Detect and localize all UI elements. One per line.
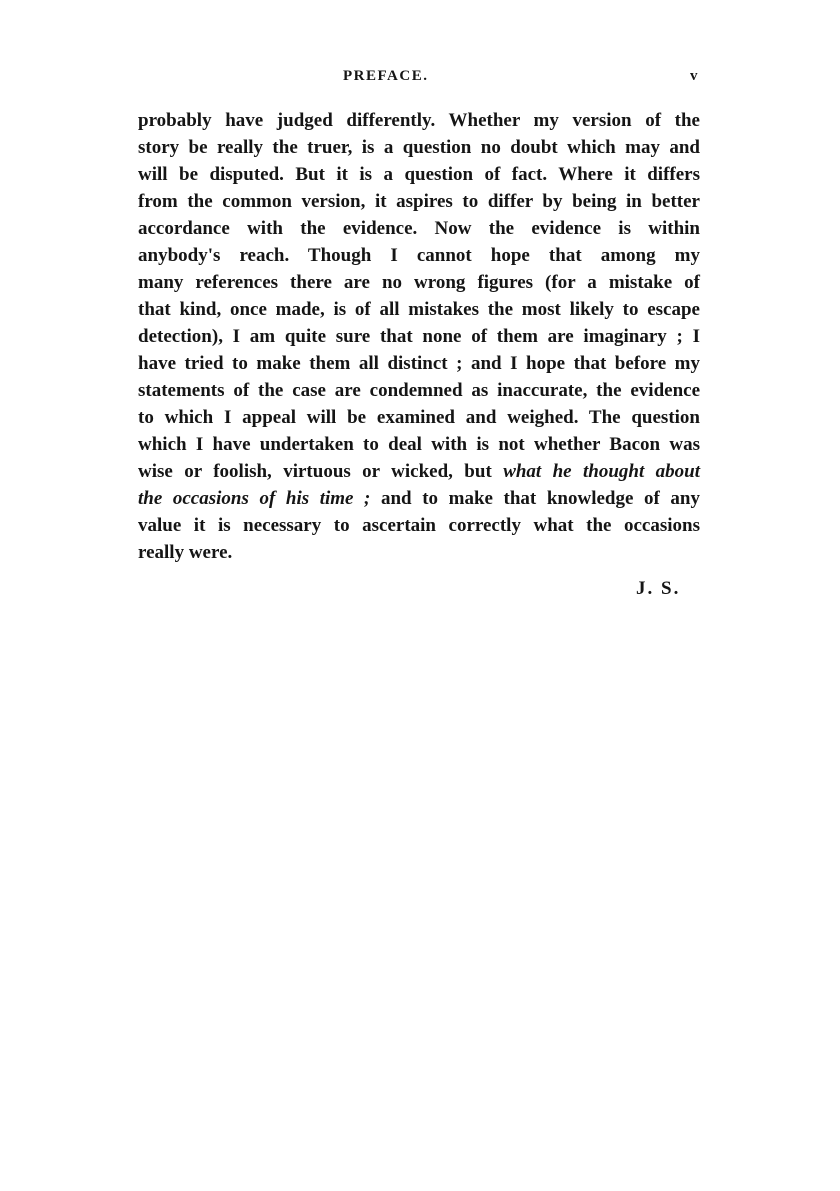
- text-line: story be really the truer, is a question no doubt which may and: [138, 137, 700, 158]
- text-line: to which I appeal will be examined and weighed. The question: [138, 407, 700, 428]
- text-line: detection), I am quite sure that none of them are imaginary ; I: [138, 326, 700, 347]
- text-line: statements of the case are condemned as inaccurate, the evidence: [138, 380, 700, 401]
- text-line: will be disputed. But it is a question of fact. Where it differs: [138, 164, 700, 185]
- text-line: accordance with the evidence. Now the evidence is within: [138, 218, 700, 239]
- text-line: value it is necessary to ascertain correctly what the occasions: [138, 515, 700, 536]
- preface-body: [138, 107, 700, 566]
- text-line: that kind, once made, is of all mistakes the most likely to escape: [138, 299, 700, 320]
- page-title: PREFACE.: [343, 68, 429, 84]
- text-line-last: really were.: [138, 542, 233, 563]
- running-header: [0, 68, 840, 92]
- text-line: anybody's reach. Though I cannot hope that among my: [138, 245, 700, 266]
- page-number: v: [690, 68, 698, 84]
- italic-phrase: what he thought about: [503, 461, 701, 482]
- text-line: have tried to make them all distinct ; and I hope that before my: [138, 353, 700, 374]
- text-line-with-italic: [138, 485, 700, 512]
- text-line-with-italic: [138, 458, 700, 485]
- italic-phrase: the occasions of his time ;: [138, 488, 371, 509]
- line-text: and to make that knowledge of any: [380, 488, 700, 509]
- text-line: from the common version, it aspires to differ by being in better: [138, 191, 700, 212]
- author-signature: J. S.: [636, 578, 681, 599]
- text-line: probably have judged differently. Whether my version of the: [138, 110, 700, 131]
- line-text: wise or foolish, virtuous or wicked, but: [138, 461, 492, 482]
- text-line: many references there are no wrong figures (for a mistake of: [138, 272, 700, 293]
- text-line: which I have undertaken to deal with is not whether Bacon was: [138, 434, 700, 455]
